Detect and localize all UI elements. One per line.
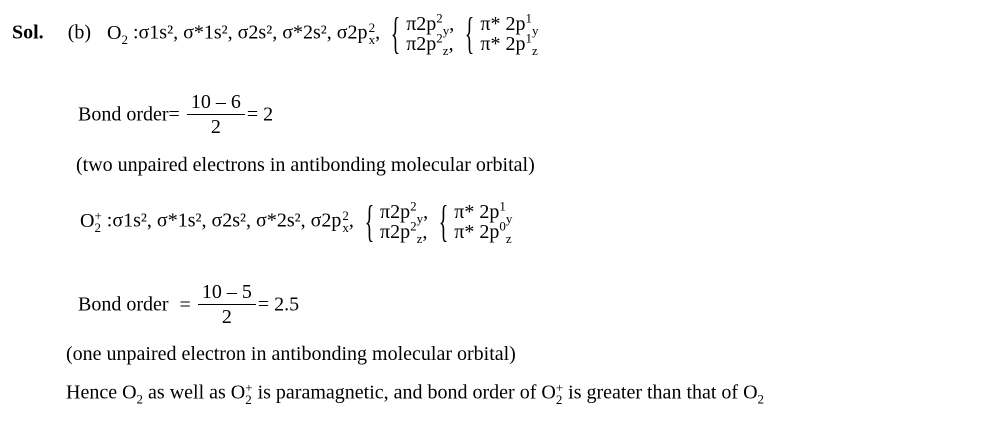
pi-star-2py: π* $2p^1_y$ [454,198,513,226]
molecule-o2-plus: O + 2 [80,208,102,235]
pi-antibonding-stack [480,10,539,58]
comma: , [348,209,354,232]
equals-sign: = [168,103,180,126]
note-two-unpaired: (two unpaired electrons in antibonding molecular orbital) [76,154,535,176]
bond-order-label: Bond order [78,293,169,316]
bond-order-o2 [78,92,273,137]
fraction-denominator: 2 [210,116,221,138]
bond-order-result: = 2 [246,103,274,126]
sol-label: Sol. [12,21,44,44]
option-label: (b) [67,21,92,44]
pi-antibonding-stack [454,198,513,246]
right-brace: { [465,9,475,58]
conclusion-line: Hence $O_2$ as well as O + 2 is paramagnetic, and bond order of O + 2 is greater than that of $O_2$ [66,380,765,407]
right-brace: { [438,197,449,246]
pi-2py: $\pi 2p^2_y$, [380,198,429,226]
sigma-2px-scripts: 2 x [368,20,376,47]
pi-2pz: $\pi 2p^2_z$, [406,30,454,58]
pi-star-2py: π* $2p^1_y$ [480,10,539,38]
bond-order-label: Bond order [78,103,169,126]
note-one-unpaired: (one unpaired electron in antibonding molecular orbital) [66,343,516,365]
equals-sign: = [179,293,191,316]
pi-2pz: $\pi 2p^2_z$, [380,218,428,246]
config-line-o2 [12,9,539,58]
fraction-numerator: 10 – 5 [198,282,256,305]
bond-order-fraction [198,282,256,327]
pi-2py: $\pi 2p^2_y$, [406,10,455,38]
fraction-denominator: 2 [221,306,232,328]
bond-order-fraction [187,92,245,137]
pi-bonding-stack [380,198,429,246]
bond-order-o2-plus [78,282,299,327]
electron-config: :σ1s², σ*1s², σ2s², σ*2s², σ2p [132,21,368,44]
comma: , [375,21,381,44]
config-line-o2-plus [80,197,513,246]
pi-bonding-stack [406,10,455,58]
left-brace: { [364,197,375,246]
pi-star-2pz: π* $2p^0_z$ [454,218,512,246]
fraction-numerator: 10 – 6 [187,92,245,115]
molecule-o2: $O_2$ [107,21,128,47]
left-brace: { [390,9,401,58]
sigma-2px-scripts: 2 x [342,208,349,235]
bond-order-result: = 2.5 [257,293,300,316]
pi-star-2pz: π* $2p^1_z$ [480,30,538,58]
electron-config: :σ1s², σ*1s², σ2s², σ*2s², σ2p [106,209,342,232]
